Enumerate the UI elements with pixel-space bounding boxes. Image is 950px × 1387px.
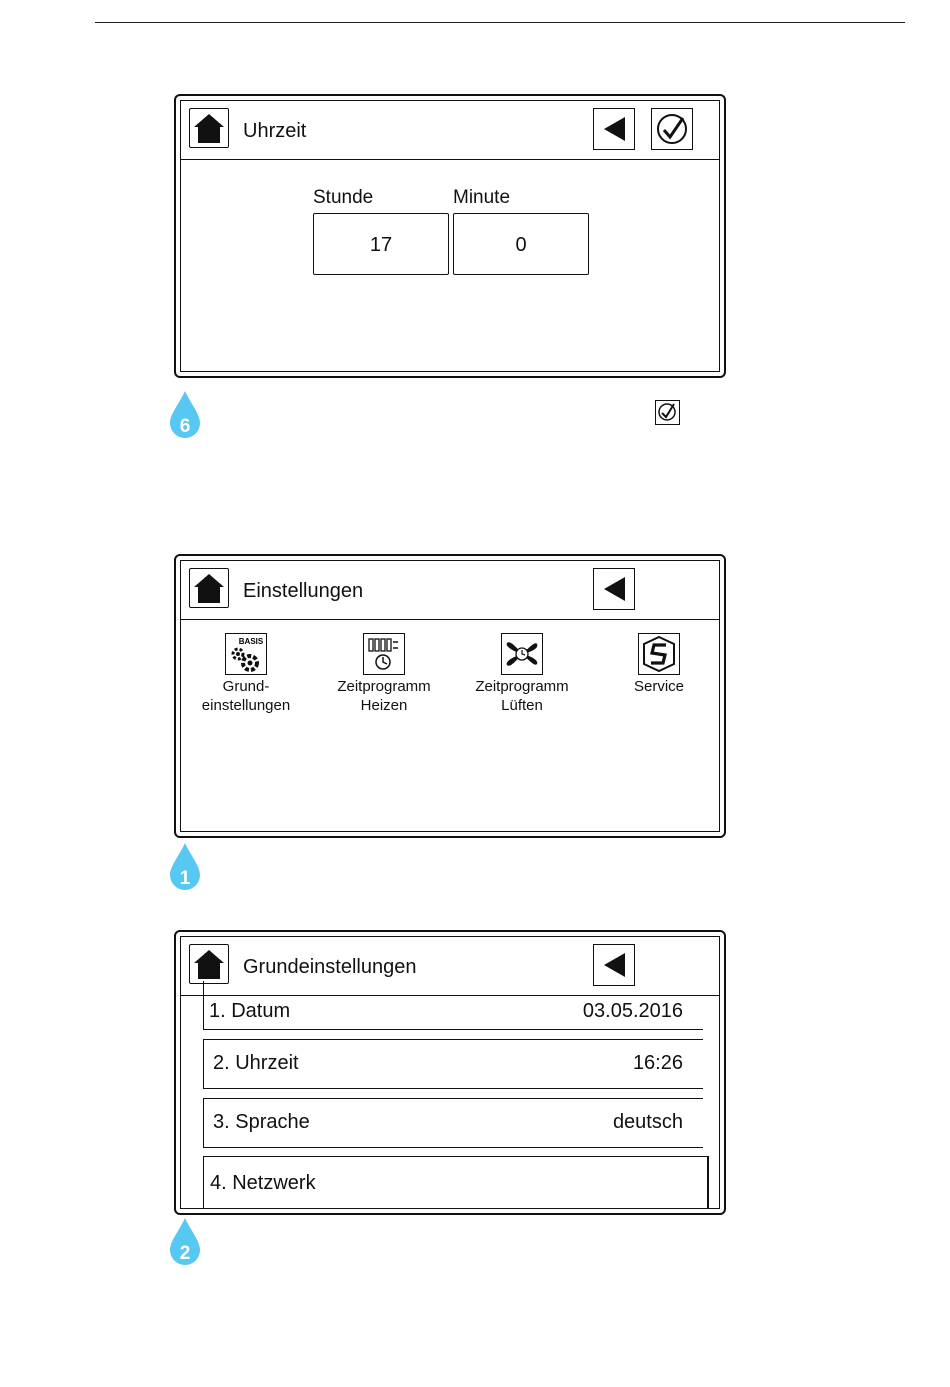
tile-zeitprogramm-lueften[interactable] xyxy=(457,633,587,715)
list-item-datum[interactable] xyxy=(203,981,703,1030)
hour-field[interactable]: 17 xyxy=(313,213,449,275)
inline-checkmark-symbol xyxy=(655,400,680,425)
step-number: 1 xyxy=(179,868,191,889)
einstellungen-screen-frame xyxy=(180,560,720,832)
row-value: 03.05.2016 xyxy=(582,1000,683,1022)
home-button[interactable] xyxy=(189,568,229,608)
row-value: deutsch xyxy=(612,1111,683,1133)
back-button[interactable] xyxy=(593,108,635,150)
grundeinstellungen-screen-frame xyxy=(180,936,720,1209)
step-number: 6 xyxy=(179,416,191,437)
tile-label-line2: Lüften xyxy=(501,697,543,714)
home-button[interactable] xyxy=(189,944,229,984)
einstellungen-titlebar xyxy=(181,561,719,620)
tile-label-line1: Zeitprogramm xyxy=(475,678,569,695)
water-drop-icon xyxy=(168,842,202,892)
confirm-button[interactable] xyxy=(651,108,693,150)
tile-label-line2: Heizen xyxy=(360,697,408,714)
tile-label-line2: einstellungen xyxy=(201,697,291,714)
screen-title: Uhrzeit xyxy=(243,120,307,142)
page-header-rule xyxy=(95,22,905,23)
minute-field[interactable]: 0 xyxy=(453,213,589,275)
back-arrow-icon xyxy=(603,116,627,142)
uhrzeit-screen xyxy=(174,94,726,378)
home-icon xyxy=(193,948,225,980)
tile-zeitprogramm-heizen[interactable] xyxy=(319,633,449,715)
home-button[interactable] xyxy=(189,108,229,148)
row-label: 3. Sprache xyxy=(213,1111,310,1133)
tile-grundeinstellungen[interactable] xyxy=(181,633,311,715)
step-marker-2 xyxy=(168,1217,202,1272)
checkmark-icon xyxy=(655,112,689,146)
step-number: 2 xyxy=(179,1243,191,1264)
water-drop-icon xyxy=(168,1217,202,1267)
list-item-uhrzeit[interactable] xyxy=(203,1039,703,1089)
basis-gears-icon xyxy=(225,633,267,675)
einstellungen-screen xyxy=(174,554,726,838)
minute-label: Minute xyxy=(453,187,511,208)
home-icon xyxy=(193,112,225,144)
tile-label-line1: Grund- xyxy=(222,678,270,695)
tile-service[interactable] xyxy=(594,633,724,696)
list-item-sprache[interactable] xyxy=(203,1098,703,1148)
uhrzeit-screen-frame xyxy=(180,100,720,372)
row-label: 4. Netzwerk xyxy=(210,1172,316,1194)
screen-title: Einstellungen xyxy=(243,580,364,602)
back-arrow-icon xyxy=(603,576,627,602)
back-button[interactable] xyxy=(593,944,635,986)
fan-clock-icon xyxy=(501,633,543,675)
tile-label-line1: Zeitprogramm xyxy=(337,678,431,695)
home-icon xyxy=(193,572,225,604)
back-arrow-icon xyxy=(603,952,627,978)
uhrzeit-titlebar xyxy=(181,101,719,160)
grundeinstellungen-screen xyxy=(174,930,726,1215)
heating-clock-icon xyxy=(363,633,405,675)
row-value: 16:26 xyxy=(632,1052,683,1074)
step-marker-1 xyxy=(168,842,202,897)
tile-label-line1: Service xyxy=(633,678,685,695)
checkmark-icon xyxy=(656,401,678,423)
step-marker-6 xyxy=(168,390,202,445)
basis-badge: BASIS xyxy=(238,637,264,646)
list-item-netzwerk[interactable] xyxy=(203,1156,709,1209)
hour-label: Stunde xyxy=(313,187,374,208)
row-label: 2. Uhrzeit xyxy=(213,1052,299,1074)
row-label: 1. Datum xyxy=(209,1000,291,1022)
water-drop-icon xyxy=(168,390,202,440)
back-button[interactable] xyxy=(593,568,635,610)
service-icon xyxy=(638,633,680,675)
screen-title: Grundeinstellungen xyxy=(243,956,417,978)
